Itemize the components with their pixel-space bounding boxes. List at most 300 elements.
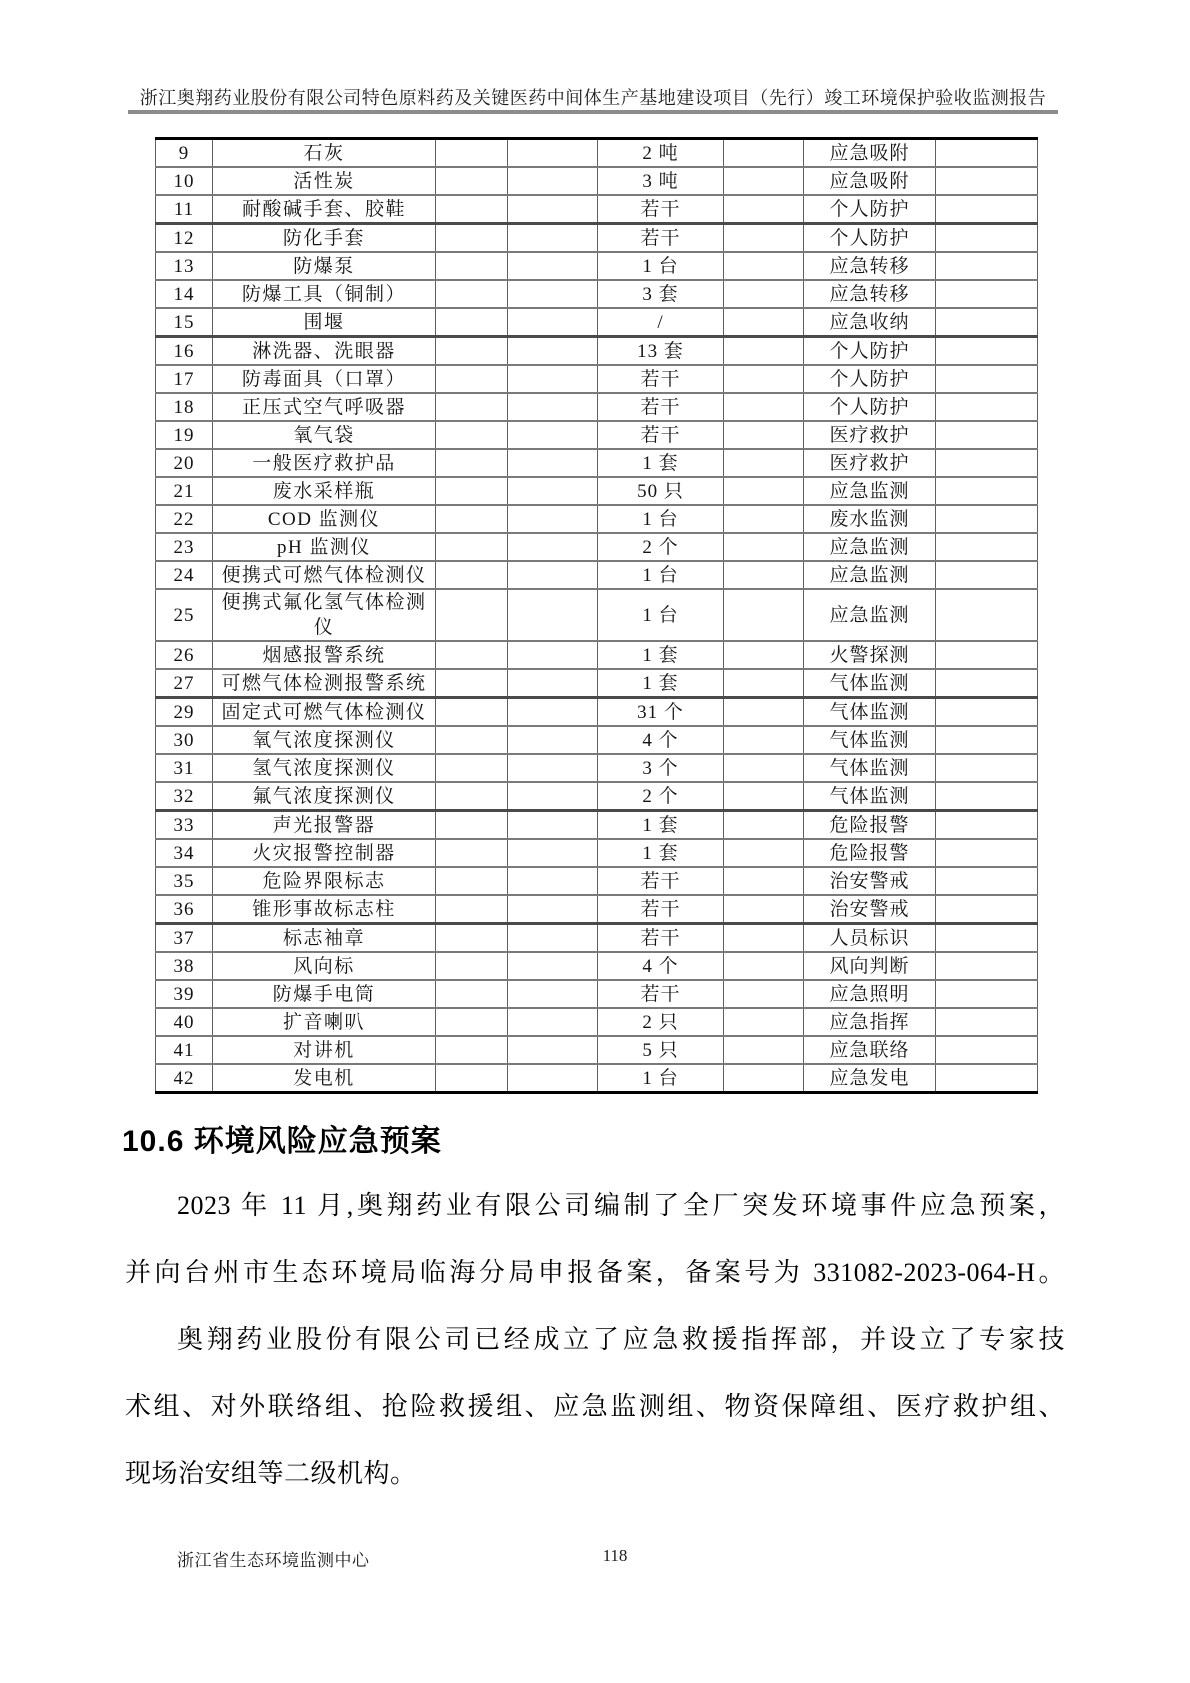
cell-quantity: 4 个 xyxy=(598,952,724,980)
cell-quantity: 1 台 xyxy=(598,252,724,280)
cell-empty xyxy=(508,505,598,533)
cell-purpose: 应急联络 xyxy=(804,1036,936,1064)
cell-item-name: 氟气浓度探测仪 xyxy=(213,782,436,811)
cell-empty xyxy=(936,505,1038,533)
equipment-table-row xyxy=(156,698,1038,727)
cell-empty xyxy=(936,195,1038,224)
equipment-table-row xyxy=(156,669,1038,698)
cell-purpose: 风向判断 xyxy=(804,952,936,980)
cell-purpose: 废水监测 xyxy=(804,505,936,533)
cell-row-number: 25 xyxy=(156,589,213,641)
equipment-table-row xyxy=(156,589,1038,641)
cell-empty xyxy=(436,280,508,308)
cell-item-name: 便携式氟化氢气体检测仪 xyxy=(213,589,436,641)
cell-row-number: 13 xyxy=(156,252,213,280)
cell-row-number: 39 xyxy=(156,980,213,1008)
cell-empty xyxy=(936,811,1038,840)
equipment-table-row xyxy=(156,365,1038,393)
cell-purpose: 应急发电 xyxy=(804,1064,936,1093)
cell-item-name: 氧气浓度探测仪 xyxy=(213,726,436,754)
cell-empty xyxy=(436,224,508,253)
cell-item-name: 石灰 xyxy=(213,139,436,168)
cell-item-name: 围堰 xyxy=(213,308,436,337)
cell-empty xyxy=(436,669,508,698)
cell-empty xyxy=(936,1008,1038,1036)
cell-empty xyxy=(436,1064,508,1093)
cell-empty xyxy=(436,533,508,561)
equipment-table-row xyxy=(156,393,1038,421)
cell-row-number: 23 xyxy=(156,533,213,561)
cell-empty xyxy=(508,337,598,366)
cell-empty xyxy=(724,895,804,924)
cell-purpose: 应急监测 xyxy=(804,561,936,589)
cell-empty xyxy=(936,167,1038,195)
cell-empty xyxy=(508,726,598,754)
equipment-table-row xyxy=(156,924,1038,953)
cell-empty xyxy=(508,365,598,393)
cell-empty xyxy=(508,167,598,195)
cell-row-number: 17 xyxy=(156,365,213,393)
cell-empty xyxy=(724,167,804,195)
cell-item-name: 对讲机 xyxy=(213,1036,436,1064)
cell-empty xyxy=(936,365,1038,393)
cell-item-name: 可燃气体检测报警系统 xyxy=(213,669,436,698)
cell-empty xyxy=(436,449,508,477)
cell-empty xyxy=(436,505,508,533)
cell-quantity: 3 吨 xyxy=(598,167,724,195)
cell-empty xyxy=(936,224,1038,253)
cell-empty xyxy=(724,195,804,224)
cell-purpose: 个人防护 xyxy=(804,365,936,393)
cell-empty xyxy=(936,337,1038,366)
cell-empty xyxy=(936,1064,1038,1093)
cell-empty xyxy=(724,839,804,867)
cell-row-number: 42 xyxy=(156,1064,213,1093)
cell-empty xyxy=(508,393,598,421)
cell-empty xyxy=(436,924,508,953)
cell-empty xyxy=(508,839,598,867)
equipment-table-body xyxy=(156,139,1038,1093)
cell-empty xyxy=(436,754,508,782)
cell-empty xyxy=(724,337,804,366)
cell-empty xyxy=(936,449,1038,477)
cell-empty xyxy=(724,980,804,1008)
cell-item-name: pH 监测仪 xyxy=(213,533,436,561)
equipment-table-row xyxy=(156,195,1038,224)
equipment-table-row xyxy=(156,839,1038,867)
cell-empty xyxy=(724,811,804,840)
equipment-table-row xyxy=(156,895,1038,924)
cell-quantity: 若干 xyxy=(598,924,724,953)
cell-purpose: 应急监测 xyxy=(804,589,936,641)
cell-empty xyxy=(436,698,508,727)
cell-empty xyxy=(936,754,1038,782)
cell-purpose: 应急监测 xyxy=(804,477,936,505)
cell-item-name: 耐酸碱手套、胶鞋 xyxy=(213,195,436,224)
cell-empty xyxy=(508,782,598,811)
equipment-table-row xyxy=(156,533,1038,561)
cell-empty xyxy=(508,561,598,589)
cell-empty xyxy=(724,952,804,980)
equipment-table-row xyxy=(156,308,1038,337)
cell-row-number: 37 xyxy=(156,924,213,953)
cell-quantity: / xyxy=(598,308,724,337)
cell-quantity: 2 只 xyxy=(598,1008,724,1036)
cell-empty xyxy=(724,867,804,895)
cell-quantity: 13 套 xyxy=(598,337,724,366)
cell-quantity: 1 套 xyxy=(598,669,724,698)
cell-row-number: 34 xyxy=(156,839,213,867)
cell-item-name: 标志袖章 xyxy=(213,924,436,953)
cell-empty xyxy=(724,589,804,641)
cell-purpose: 应急指挥 xyxy=(804,1008,936,1036)
cell-item-name: 防毒面具（口罩） xyxy=(213,365,436,393)
page-header-title: 浙江奥翔药业股份有限公司特色原料药及关键医药中间体生产基地建设项目（先行）竣工环境保护验收监测报告 xyxy=(139,88,1047,108)
cell-empty xyxy=(508,280,598,308)
cell-empty xyxy=(436,641,508,669)
cell-empty xyxy=(724,924,804,953)
cell-empty xyxy=(724,561,804,589)
cell-empty xyxy=(936,1036,1038,1064)
cell-quantity: 4 个 xyxy=(598,726,724,754)
cell-row-number: 19 xyxy=(156,421,213,449)
equipment-table-row xyxy=(156,1036,1038,1064)
cell-empty xyxy=(508,754,598,782)
cell-row-number: 36 xyxy=(156,895,213,924)
paragraph-line: 2023 年 11 月,奥翔药业有限公司编制了全厂突发环境事件应急预案， xyxy=(177,1191,1065,1220)
cell-item-name: 废水采样瓶 xyxy=(213,477,436,505)
cell-empty xyxy=(436,1008,508,1036)
cell-row-number: 33 xyxy=(156,811,213,840)
cell-purpose: 医疗救护 xyxy=(804,449,936,477)
paragraph-line: 现场治安组等二级机构。 xyxy=(125,1459,417,1488)
cell-quantity: 若干 xyxy=(598,895,724,924)
cell-empty xyxy=(508,698,598,727)
cell-empty xyxy=(936,589,1038,641)
cell-empty xyxy=(724,449,804,477)
cell-purpose: 气体监测 xyxy=(804,726,936,754)
cell-item-name: 火灾报警控制器 xyxy=(213,839,436,867)
cell-row-number: 22 xyxy=(156,505,213,533)
cell-row-number: 32 xyxy=(156,782,213,811)
cell-quantity: 若干 xyxy=(598,421,724,449)
emergency-equipment-table xyxy=(155,137,1038,1094)
cell-purpose: 应急收纳 xyxy=(804,308,936,337)
equipment-table-row xyxy=(156,421,1038,449)
cell-quantity: 1 套 xyxy=(598,449,724,477)
cell-empty xyxy=(436,952,508,980)
cell-empty xyxy=(936,421,1038,449)
equipment-table-row xyxy=(156,867,1038,895)
cell-row-number: 27 xyxy=(156,669,213,698)
cell-row-number: 10 xyxy=(156,167,213,195)
equipment-table-row xyxy=(156,449,1038,477)
cell-empty xyxy=(436,365,508,393)
cell-empty xyxy=(724,754,804,782)
cell-empty xyxy=(724,393,804,421)
cell-empty xyxy=(436,337,508,366)
cell-quantity: 1 套 xyxy=(598,839,724,867)
cell-empty xyxy=(436,782,508,811)
equipment-table-row xyxy=(156,337,1038,366)
cell-purpose: 医疗救护 xyxy=(804,421,936,449)
cell-empty xyxy=(508,980,598,1008)
cell-item-name: 危险界限标志 xyxy=(213,867,436,895)
cell-empty xyxy=(724,421,804,449)
cell-purpose: 应急吸附 xyxy=(804,139,936,168)
cell-empty xyxy=(508,224,598,253)
equipment-table-row xyxy=(156,139,1038,168)
cell-row-number: 18 xyxy=(156,393,213,421)
equipment-table-row xyxy=(156,505,1038,533)
cell-purpose: 应急吸附 xyxy=(804,167,936,195)
cell-empty xyxy=(936,477,1038,505)
cell-purpose: 应急照明 xyxy=(804,980,936,1008)
cell-quantity: 若干 xyxy=(598,195,724,224)
cell-item-name: 活性炭 xyxy=(213,167,436,195)
equipment-table-row xyxy=(156,726,1038,754)
cell-row-number: 16 xyxy=(156,337,213,366)
cell-purpose: 个人防护 xyxy=(804,195,936,224)
cell-quantity: 50 只 xyxy=(598,477,724,505)
cell-item-name: 氢气浓度探测仪 xyxy=(213,754,436,782)
cell-purpose: 气体监测 xyxy=(804,698,936,727)
equipment-table-row xyxy=(156,1008,1038,1036)
cell-row-number: 26 xyxy=(156,641,213,669)
cell-empty xyxy=(724,1036,804,1064)
cell-empty xyxy=(724,280,804,308)
cell-empty xyxy=(936,867,1038,895)
cell-empty xyxy=(724,1008,804,1036)
cell-quantity: 若干 xyxy=(598,867,724,895)
cell-purpose: 人员标识 xyxy=(804,924,936,953)
cell-empty xyxy=(436,589,508,641)
cell-empty xyxy=(724,224,804,253)
section-heading: 10.6 环境风险应急预案 xyxy=(122,1125,442,1158)
cell-empty xyxy=(436,811,508,840)
cell-empty xyxy=(936,924,1038,953)
cell-empty xyxy=(508,641,598,669)
cell-empty xyxy=(724,308,804,337)
equipment-table-row xyxy=(156,252,1038,280)
cell-item-name: 风向标 xyxy=(213,952,436,980)
cell-purpose: 气体监测 xyxy=(804,669,936,698)
cell-row-number: 30 xyxy=(156,726,213,754)
cell-empty xyxy=(936,533,1038,561)
cell-item-name: 防爆工具（铜制） xyxy=(213,280,436,308)
cell-purpose: 个人防护 xyxy=(804,393,936,421)
cell-empty xyxy=(508,1064,598,1093)
cell-empty xyxy=(436,980,508,1008)
cell-empty xyxy=(936,280,1038,308)
cell-row-number: 35 xyxy=(156,867,213,895)
cell-item-name: 防爆泵 xyxy=(213,252,436,280)
cell-empty xyxy=(508,1036,598,1064)
cell-empty xyxy=(724,139,804,168)
cell-empty xyxy=(436,139,508,168)
cell-empty xyxy=(508,867,598,895)
equipment-table-row xyxy=(156,224,1038,253)
cell-empty xyxy=(724,782,804,811)
cell-purpose: 治安警戒 xyxy=(804,867,936,895)
cell-empty xyxy=(436,561,508,589)
cell-purpose: 应急转移 xyxy=(804,252,936,280)
equipment-table-row xyxy=(156,1064,1038,1093)
cell-empty xyxy=(724,533,804,561)
cell-purpose: 气体监测 xyxy=(804,754,936,782)
cell-empty xyxy=(724,669,804,698)
cell-empty xyxy=(936,139,1038,168)
cell-purpose: 个人防护 xyxy=(804,224,936,253)
cell-empty xyxy=(724,365,804,393)
cell-empty xyxy=(508,924,598,953)
cell-empty xyxy=(508,895,598,924)
cell-empty xyxy=(936,308,1038,337)
section-body-text xyxy=(125,1172,1065,1507)
cell-row-number: 31 xyxy=(156,754,213,782)
cell-empty xyxy=(936,669,1038,698)
cell-empty xyxy=(724,698,804,727)
cell-item-name: 防化手套 xyxy=(213,224,436,253)
cell-empty xyxy=(436,308,508,337)
cell-row-number: 14 xyxy=(156,280,213,308)
cell-row-number: 11 xyxy=(156,195,213,224)
cell-quantity: 1 台 xyxy=(598,561,724,589)
cell-empty xyxy=(436,1036,508,1064)
cell-purpose: 个人防护 xyxy=(804,337,936,366)
paragraph-line: 奥翔药业股份有限公司已经成立了应急救援指挥部，并设立了专家技 xyxy=(177,1325,1065,1354)
cell-quantity: 3 个 xyxy=(598,754,724,782)
cell-quantity: 若干 xyxy=(598,393,724,421)
cell-item-name: COD 监测仪 xyxy=(213,505,436,533)
cell-empty xyxy=(508,252,598,280)
cell-empty xyxy=(508,421,598,449)
cell-quantity: 2 吨 xyxy=(598,139,724,168)
cell-empty xyxy=(508,589,598,641)
cell-empty xyxy=(936,393,1038,421)
cell-item-name: 正压式空气呼吸器 xyxy=(213,393,436,421)
cell-quantity: 31 个 xyxy=(598,698,724,727)
cell-empty xyxy=(436,421,508,449)
cell-row-number: 29 xyxy=(156,698,213,727)
cell-empty xyxy=(724,477,804,505)
cell-purpose: 应急转移 xyxy=(804,280,936,308)
cell-empty xyxy=(436,393,508,421)
equipment-table-row xyxy=(156,280,1038,308)
cell-item-name: 淋洗器、洗眼器 xyxy=(213,337,436,366)
cell-empty xyxy=(936,698,1038,727)
cell-empty xyxy=(436,195,508,224)
cell-empty xyxy=(436,726,508,754)
cell-empty xyxy=(936,952,1038,980)
cell-empty xyxy=(436,895,508,924)
cell-empty xyxy=(936,839,1038,867)
cell-empty xyxy=(936,561,1038,589)
cell-empty xyxy=(936,641,1038,669)
cell-empty xyxy=(508,1008,598,1036)
equipment-table-row xyxy=(156,477,1038,505)
equipment-table-row xyxy=(156,980,1038,1008)
cell-row-number: 40 xyxy=(156,1008,213,1036)
cell-empty xyxy=(508,477,598,505)
equipment-table-row xyxy=(156,641,1038,669)
cell-quantity: 1 台 xyxy=(598,505,724,533)
equipment-table-row xyxy=(156,782,1038,811)
cell-row-number: 38 xyxy=(156,952,213,980)
cell-empty xyxy=(724,505,804,533)
cell-row-number: 15 xyxy=(156,308,213,337)
cell-empty xyxy=(508,308,598,337)
cell-quantity: 1 套 xyxy=(598,641,724,669)
cell-empty xyxy=(436,839,508,867)
cell-quantity: 2 个 xyxy=(598,533,724,561)
cell-quantity: 若干 xyxy=(598,365,724,393)
cell-item-name: 固定式可燃气体检测仪 xyxy=(213,698,436,727)
cell-empty xyxy=(436,252,508,280)
cell-item-name: 一般医疗救护品 xyxy=(213,449,436,477)
cell-quantity: 1 台 xyxy=(598,1064,724,1093)
equipment-table-row xyxy=(156,811,1038,840)
cell-row-number: 12 xyxy=(156,224,213,253)
cell-empty xyxy=(724,641,804,669)
cell-item-name: 声光报警器 xyxy=(213,811,436,840)
cell-empty xyxy=(936,726,1038,754)
cell-empty xyxy=(436,477,508,505)
cell-item-name: 锥形事故标志柱 xyxy=(213,895,436,924)
cell-quantity: 2 个 xyxy=(598,782,724,811)
cell-item-name: 防爆手电筒 xyxy=(213,980,436,1008)
cell-row-number: 41 xyxy=(156,1036,213,1064)
cell-purpose: 治安警戒 xyxy=(804,895,936,924)
cell-empty xyxy=(508,811,598,840)
cell-quantity: 若干 xyxy=(598,980,724,1008)
cell-empty xyxy=(436,867,508,895)
cell-empty xyxy=(508,952,598,980)
cell-item-name: 发电机 xyxy=(213,1064,436,1093)
cell-purpose: 应急监测 xyxy=(804,533,936,561)
cell-purpose: 危险报警 xyxy=(804,839,936,867)
paragraph-line: 术组、对外联络组、抢险救援组、应急监测组、物资保障组、医疗救护组、 xyxy=(125,1392,1065,1421)
cell-quantity: 3 套 xyxy=(598,280,724,308)
cell-purpose: 气体监测 xyxy=(804,782,936,811)
cell-row-number: 24 xyxy=(156,561,213,589)
cell-empty xyxy=(508,669,598,698)
cell-quantity: 5 只 xyxy=(598,1036,724,1064)
equipment-table-row xyxy=(156,754,1038,782)
footer-organization: 浙江省生态环境监测中心 xyxy=(177,1551,370,1570)
cell-empty xyxy=(508,139,598,168)
cell-quantity: 若干 xyxy=(598,224,724,253)
cell-empty xyxy=(936,782,1038,811)
header-rule xyxy=(128,110,1058,114)
cell-empty xyxy=(508,195,598,224)
cell-empty xyxy=(508,449,598,477)
equipment-table-row xyxy=(156,561,1038,589)
cell-empty xyxy=(436,167,508,195)
equipment-table-row xyxy=(156,167,1038,195)
cell-item-name: 氧气袋 xyxy=(213,421,436,449)
cell-item-name: 便携式可燃气体检测仪 xyxy=(213,561,436,589)
cell-empty xyxy=(936,252,1038,280)
cell-item-name: 烟感报警系统 xyxy=(213,641,436,669)
cell-quantity: 1 套 xyxy=(598,811,724,840)
equipment-table-row xyxy=(156,952,1038,980)
paragraph-line: 并向台州市生态环境局临海分局申报备案，备案号为 331082-2023-064-H。 xyxy=(125,1258,1065,1287)
cell-purpose: 危险报警 xyxy=(804,811,936,840)
cell-empty xyxy=(724,726,804,754)
cell-purpose: 火警探测 xyxy=(804,641,936,669)
cell-row-number: 9 xyxy=(156,139,213,168)
